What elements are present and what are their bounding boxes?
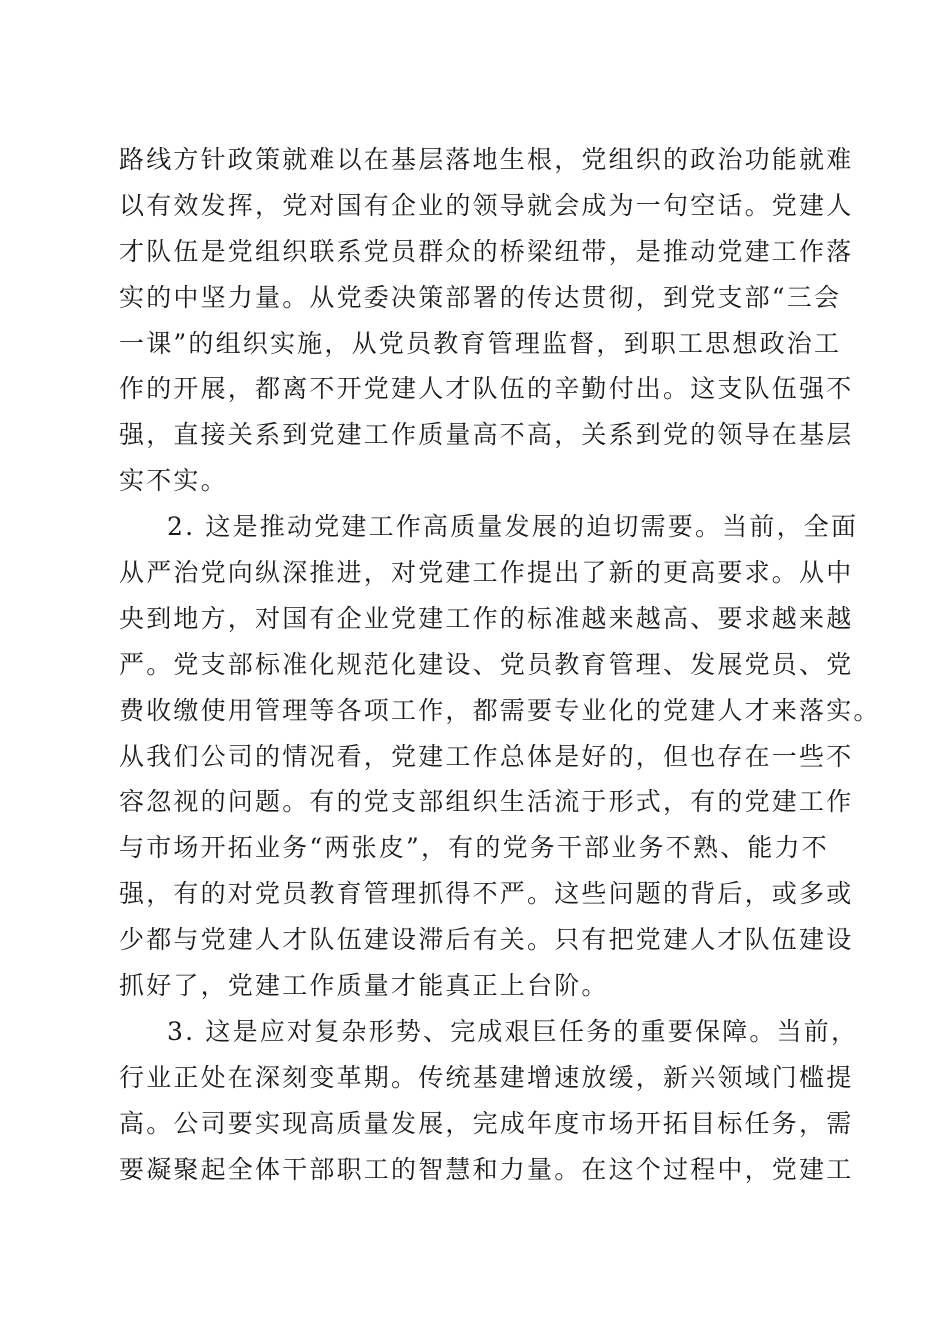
text-line: 高。公司要实现高质量发展，完成年度市场开拓目标任务，需	[119, 1108, 854, 1138]
text-line: 作的开展，都离不开党建人才队伍的辛勤付出。这支队伍强不	[119, 374, 854, 404]
text-line: 与市场开拓业务“两张皮”，有的党务干部业务不熟、能力不	[119, 833, 829, 863]
text-line: 一课”的组织实施，从党员教育管理监督，到职工思想政治工	[119, 328, 842, 358]
text-line: 少都与党建人才队伍建设滞后有关。只有把党建人才队伍建设	[119, 925, 854, 955]
text-line: 实的中坚力量。从党委决策部署的传达贯彻，到党支部“三会	[119, 282, 842, 312]
text-line: 才队伍是党组织联系党员群众的桥梁纽带，是推动党建工作落	[119, 236, 854, 266]
text-line: 路线方针政策就难以在基层落地生根，党组织的政治功能就难	[119, 145, 854, 174]
text-line: 实不实。	[119, 466, 228, 496]
text-line: 严。党支部标准化规范化建设、党员教育管理、发展党员、党	[119, 649, 854, 679]
text-line: 费收缴使用管理等各项工作，都需要专业化的党建人才来落实。	[119, 695, 881, 725]
text-line: 从我们公司的情况看，党建工作总体是好的，但也存在一些不	[119, 741, 854, 771]
text-line: 要凝聚起全体干部职工的智慧和力量。在这个过程中，党建工	[119, 1154, 854, 1184]
text-line: 容忽视的问题。有的党支部组织生活流于形式，有的党建工作	[119, 787, 854, 817]
text-line: 以有效发挥，党对国有企业的领导就会成为一句空话。党建人	[119, 190, 854, 220]
text-line: 行业正处在深刻变革期。传统基建增速放缓，新兴领域门槛提	[119, 1062, 854, 1092]
paragraph-2-heading-line: 2. 这是推动党建工作高质量发展的迫切需要。当前，全面	[167, 512, 859, 542]
text-line: 强，直接关系到党建工作质量高不高，关系到党的领导在基层	[119, 420, 854, 450]
text-line: 强，有的对党员教育管理抓得不严。这些问题的背后，或多或	[119, 879, 854, 909]
body-text	[119, 137, 881, 1192]
text-line: 抓好了，党建工作质量才能真正上台阶。	[119, 971, 609, 1001]
text-line: 从严治党向纵深推进，对党建工作提出了新的更高要求。从中	[119, 558, 854, 588]
text-line: 央到地方，对国有企业党建工作的标准越来越高、要求越来越	[119, 603, 854, 633]
paragraph-3-heading-line: 3. 这是应对复杂形势、完成艰巨任务的重要保障。当前，	[167, 1016, 859, 1046]
